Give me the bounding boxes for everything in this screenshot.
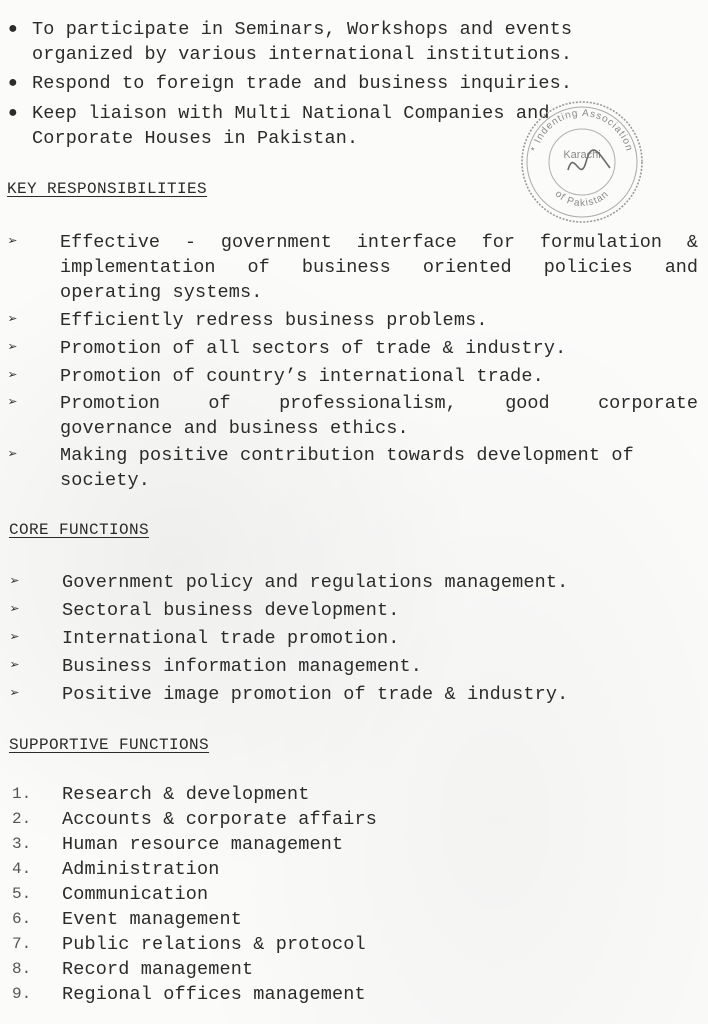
arrow-bullet-icon: ➢	[8, 446, 18, 464]
key-resp-4: Promotion of country’s international trade.	[60, 366, 544, 387]
intro-bullet-3-line2: Corporate Houses in Pakistan.	[32, 128, 359, 149]
key-resp-6-line1: Making positive contribution towards development of	[60, 445, 634, 466]
key-resp-1-line2: implementation of business oriented policies and	[60, 257, 698, 278]
arrow-bullet-icon: ➢	[10, 657, 20, 675]
key-resp-5-line1: Promotion of professionalism, good corporate	[60, 393, 698, 414]
supportive-number: 1.	[12, 785, 32, 803]
supportive-functions-heading: SUPPORTIVE FUNCTIONS	[9, 736, 210, 754]
supportive-item: Research & development	[62, 784, 310, 805]
bullet-dot: ●	[8, 104, 18, 122]
stamp-center-text: Karachi	[563, 149, 601, 161]
core-functions-heading: CORE FUNCTIONS	[9, 521, 150, 539]
core-function-3: International trade promotion.	[62, 628, 400, 649]
intro-bullet-2: Respond to foreign trade and business inquiries.	[32, 73, 573, 94]
supportive-number: 2.	[12, 810, 32, 828]
supportive-item: Communication	[62, 884, 209, 905]
intro-bullet-1-line2: organized by various international institutions.	[32, 44, 573, 65]
bullet-dot: ●	[8, 74, 18, 92]
supportive-number: 6.	[12, 910, 32, 928]
core-function-1: Government policy and regulations management.	[62, 572, 569, 593]
arrow-bullet-icon: ➢	[10, 601, 20, 619]
arrow-bullet-icon: ➢	[8, 394, 18, 412]
stamp-top-text: * Indenting Association	[529, 107, 635, 153]
core-function-5: Positive image promotion of trade & industry.	[62, 684, 569, 705]
supportive-number: 7.	[12, 935, 32, 953]
key-resp-6-line2: society.	[60, 470, 151, 491]
arrow-bullet-icon: ➢	[8, 367, 18, 385]
intro-bullet-3-line1: Keep liaison with Multi National Companies and	[32, 103, 550, 124]
key-resp-2: Efficiently redress business problems.	[60, 310, 488, 331]
arrow-bullet-icon: ➢	[8, 311, 18, 329]
arrow-bullet-icon: ➢	[8, 233, 18, 251]
supportive-number: 3.	[12, 835, 32, 853]
supportive-number: 9.	[12, 985, 32, 1003]
core-function-2: Sectoral business development.	[62, 600, 400, 621]
supportive-item: Public relations & protocol	[62, 934, 366, 955]
supportive-item: Record management	[62, 959, 254, 980]
key-resp-1-line3: operating systems.	[60, 282, 263, 303]
arrow-bullet-icon: ➢	[10, 685, 20, 703]
core-function-4: Business information management.	[62, 656, 423, 677]
key-responsibilities-heading: KEY RESPONSIBILITIES	[7, 180, 208, 198]
key-resp-3: Promotion of all sectors of trade & industry.	[60, 338, 567, 359]
supportive-number: 4.	[12, 860, 32, 878]
supportive-item: Event management	[62, 909, 243, 930]
arrow-bullet-icon: ➢	[10, 629, 20, 647]
bullet-dot: ●	[8, 20, 18, 38]
supportive-item: Human resource management	[62, 834, 344, 855]
arrow-bullet-icon: ➢	[10, 573, 20, 591]
intro-bullet-1-line1: To participate in Seminars, Workshops and events	[32, 19, 573, 40]
key-resp-1-line1: Effective - government interface for formulation &	[60, 232, 698, 253]
svg-text:of Pakistan	[553, 189, 611, 209]
stamp-bottom-text: of Pakistan	[552, 188, 612, 210]
association-stamp	[518, 98, 646, 226]
arrow-bullet-icon: ➢	[8, 339, 18, 357]
supportive-item: Regional offices management	[62, 984, 366, 1005]
supportive-item: Accounts & corporate affairs	[62, 809, 378, 830]
supportive-item: Administration	[62, 859, 220, 880]
key-resp-5-line2: governance and business ethics.	[60, 418, 409, 439]
supportive-number: 5.	[12, 885, 32, 903]
supportive-number: 8.	[12, 960, 32, 978]
